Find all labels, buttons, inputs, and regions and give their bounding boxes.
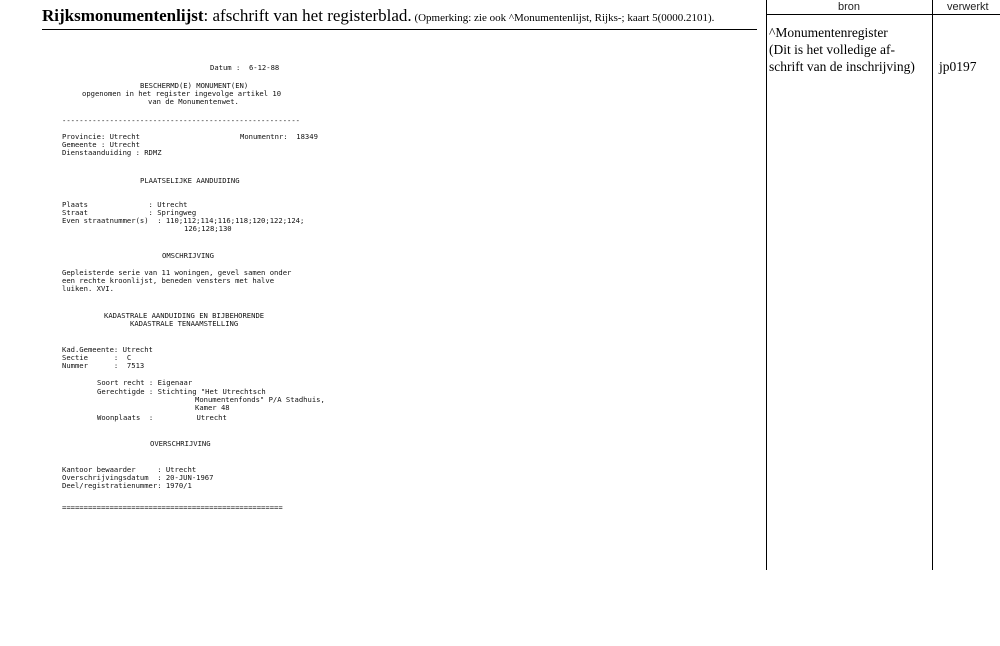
column-header-verwerkt: verwerkt (947, 1, 989, 13)
doc-date: Datum : 6-12-88 (210, 63, 280, 72)
bron-line: (Dit is het volledige af- (769, 42, 895, 57)
doc-gerechtigde: Gerechtigde : Stichting "Het Utrechtsch (97, 387, 266, 396)
doc-gemeente: Gemeente : Utrecht (62, 140, 140, 149)
doc-deel: Deel/registratienummer: 1970/1 (62, 481, 192, 490)
doc-even-cont: 126;128;130 (184, 224, 232, 233)
doc-plaats: Plaats : Utrecht (62, 200, 188, 209)
doc-even: Even straatnummer(s) : 110;112;114;116;118;120;122;124; (62, 216, 305, 225)
header-divider (42, 29, 757, 30)
doc-gerechtigde-cont: Monumentenfonds" P/A Stadhuis, (195, 395, 325, 404)
column-header-bron: bron (838, 1, 861, 13)
column-divider-left (766, 0, 767, 570)
doc-gerechtigde-cont: Kamer 48 (195, 403, 230, 412)
doc-subheading: opgenomen in het register ingevolge artikel 10 (82, 89, 282, 98)
doc-sectie: Sectie : C (62, 353, 132, 362)
doc-monumentnr: Monumentnr: 18349 (240, 132, 318, 141)
bron-cell (769, 24, 915, 75)
doc-heading: BESCHERMD(E) MONUMENT(EN) (140, 81, 249, 90)
title-bold: Rijksmonumentenlijst (42, 6, 204, 25)
doc-section-heading: OVERSCHRIJVING (150, 439, 211, 448)
doc-section-heading: KADASTRALE TENAAMSTELLING (130, 319, 239, 328)
column-divider-right (932, 0, 933, 570)
doc-section-heading: OMSCHRIJVING (162, 251, 214, 260)
doc-equals-rule: =================================================== (62, 503, 283, 512)
verwerkt-cell: jp0197 (939, 59, 977, 74)
doc-subheading: van de Monumentenwet. (148, 97, 239, 106)
doc-straat: Straat : Springweg (62, 208, 197, 217)
doc-provincie: Provincie: Utrecht (62, 132, 140, 141)
doc-omschrijving-line: een rechte kroonlijst, beneden vensters met halve (62, 276, 275, 285)
doc-section-heading: KADASTRALE AANDUIDING EN BIJBEHORENDE (104, 311, 265, 320)
bron-line: schrift van de inschrijving) (769, 59, 915, 74)
doc-omschrijving-line: Gepleisterde serie van 11 woningen, gevel samen onder (62, 268, 292, 277)
bron-line: ^Monumentenregister (769, 25, 888, 40)
doc-omschrijving-line: luiken. XVI. (62, 284, 114, 293)
doc-kadgemeente: Kad.Gemeente: Utrecht (62, 345, 153, 354)
doc-overschrijvingsdatum: Overschrijvingsdatum : 20-JUN-1967 (62, 473, 214, 482)
title-note: (Opmerking: zie ook ^Monumentenlijst, Rijks-; kaart 5(0000.2101). (411, 12, 715, 24)
doc-dienst: Dienstaanduiding : RDMZ (62, 148, 162, 157)
doc-kantoor: Kantoor bewaarder : Utrecht (62, 465, 197, 474)
doc-woonplaats: Woonplaats : Utrecht (97, 413, 227, 422)
doc-dash-rule: ------------------------------------------------------- (62, 116, 300, 125)
column-header-rule (767, 14, 1000, 15)
page-title (42, 6, 714, 26)
doc-section-heading: PLAATSELIJKE AANDUIDING (140, 176, 240, 185)
title-rest: : afschrift van het registerblad. (203, 6, 412, 25)
doc-soort-recht: Soort recht : Eigenaar (97, 378, 193, 387)
doc-nummer: Nummer : 7513 (62, 361, 145, 370)
